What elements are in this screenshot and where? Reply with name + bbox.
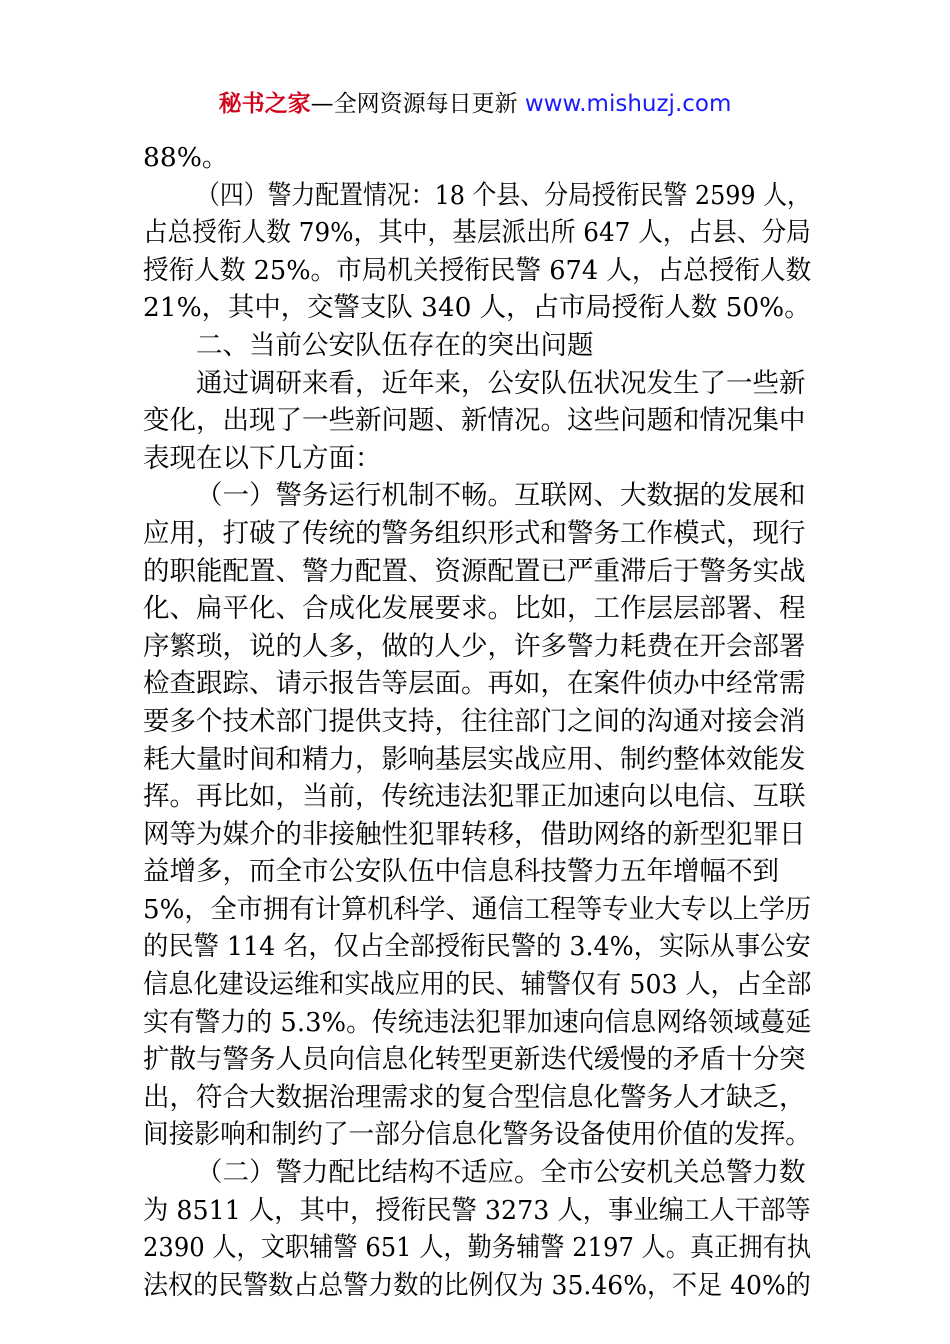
text-line: （二）警力配比结构不适应。全市公安机关总警力数 <box>196 1157 806 1189</box>
text-line: 间接影响和制约了一部分信息化警务设备使用价值的发挥。 <box>143 1119 811 1151</box>
text-line: 出，符合大数据治理需求的复合型信息化警务人才缺乏， <box>143 1081 806 1113</box>
text-line: 应用，打破了传统的警务组织形式和警务工作模式，现行 <box>143 517 806 549</box>
text-line: 的民警 114 名，仅占全部授衔民警的 3.4%，实际从事公安 <box>143 931 811 963</box>
text-line: 2390 人，文职辅警 651 人，勤务辅警 2197 人。真正拥有执 <box>143 1232 812 1264</box>
text-line: 网等为媒介的非接触性犯罪转移，借助网络的新型犯罪日 <box>143 818 806 850</box>
page-header <box>0 88 950 120</box>
site-url-link[interactable]: www.mishuzj.com <box>524 91 732 117</box>
text-line: 益增多，而全市公安队伍中信息科技警力五年增幅不到 <box>143 856 779 888</box>
section-heading: 二、当前公安队伍存在的突出问题 <box>196 329 594 361</box>
text-line: 5%，全市拥有计算机科学、通信工程等专业大专以上学历 <box>143 893 812 925</box>
site-brand: 秘书之家 <box>218 91 311 117</box>
text-line: 实有警力的 5.3%。传统违法犯罪加速向信息网络领域蔓延 <box>143 1006 812 1038</box>
text-line: 序繁琐，说的人多，做的人少，许多警力耗费在开会部署 <box>143 630 806 662</box>
text-line: 表现在以下几方面： <box>143 442 382 474</box>
text-line: 扩散与警务人员向信息化转型更新迭代缓慢的矛盾十分突 <box>143 1044 806 1076</box>
text-line: 信息化建设运维和实战应用的民、辅警仅有 503 人，占全部 <box>143 969 812 1001</box>
header-slogan: —全网资源每日更新 <box>310 91 525 117</box>
text-line: 占总授衔人数 79%，其中，基层派出所 647 人，占县、分局 <box>143 217 811 249</box>
text-line: 21%，其中，交警支队 340 人，占市局授衔人数 50%。 <box>143 292 811 324</box>
text-line: 变化，出现了一些新问题、新情况。这些问题和情况集中 <box>143 405 806 437</box>
text-line: （一）警务运行机制不畅。互联网、大数据的发展和 <box>196 480 806 512</box>
text-line: 的职能配置、警力配置、资源配置已严重滞后于警务实战 <box>143 555 806 587</box>
document-body <box>143 139 811 1304</box>
text-line: 法权的民警数占总警力数的比例仅为 35.46%，不足 40%的 <box>143 1269 811 1301</box>
text-line: 挥。再比如，当前，传统违法犯罪正加速向以电信、互联 <box>143 781 806 813</box>
text-line: 化、扁平化、合成化发展要求。比如，工作层层部署、程 <box>143 593 806 625</box>
text-line: （四）警力配置情况：18 个县、分局授衔民警 2599 人， <box>196 179 811 211</box>
text-line: 为 8511 人，其中，授衔民警 3273 人，事业编工人干部等 <box>143 1194 811 1226</box>
text-line: 耗大量时间和精力，影响基层实战应用、制约整体效能发 <box>143 743 806 775</box>
text-line: 通过调研来看，近年来，公安队伍状况发生了一些新 <box>196 367 806 399</box>
text-line: 88%。 <box>143 142 229 173</box>
text-line: 授衔人数 25%。市局机关授衔民警 674 人，占总授衔人数 <box>143 254 812 286</box>
text-line: 检查跟踪、请示报告等层面。再如，在案件侦办中经常需 <box>143 668 806 700</box>
text-line: 要多个技术部门提供支持，往往部门之间的沟通对接会消 <box>143 705 806 737</box>
